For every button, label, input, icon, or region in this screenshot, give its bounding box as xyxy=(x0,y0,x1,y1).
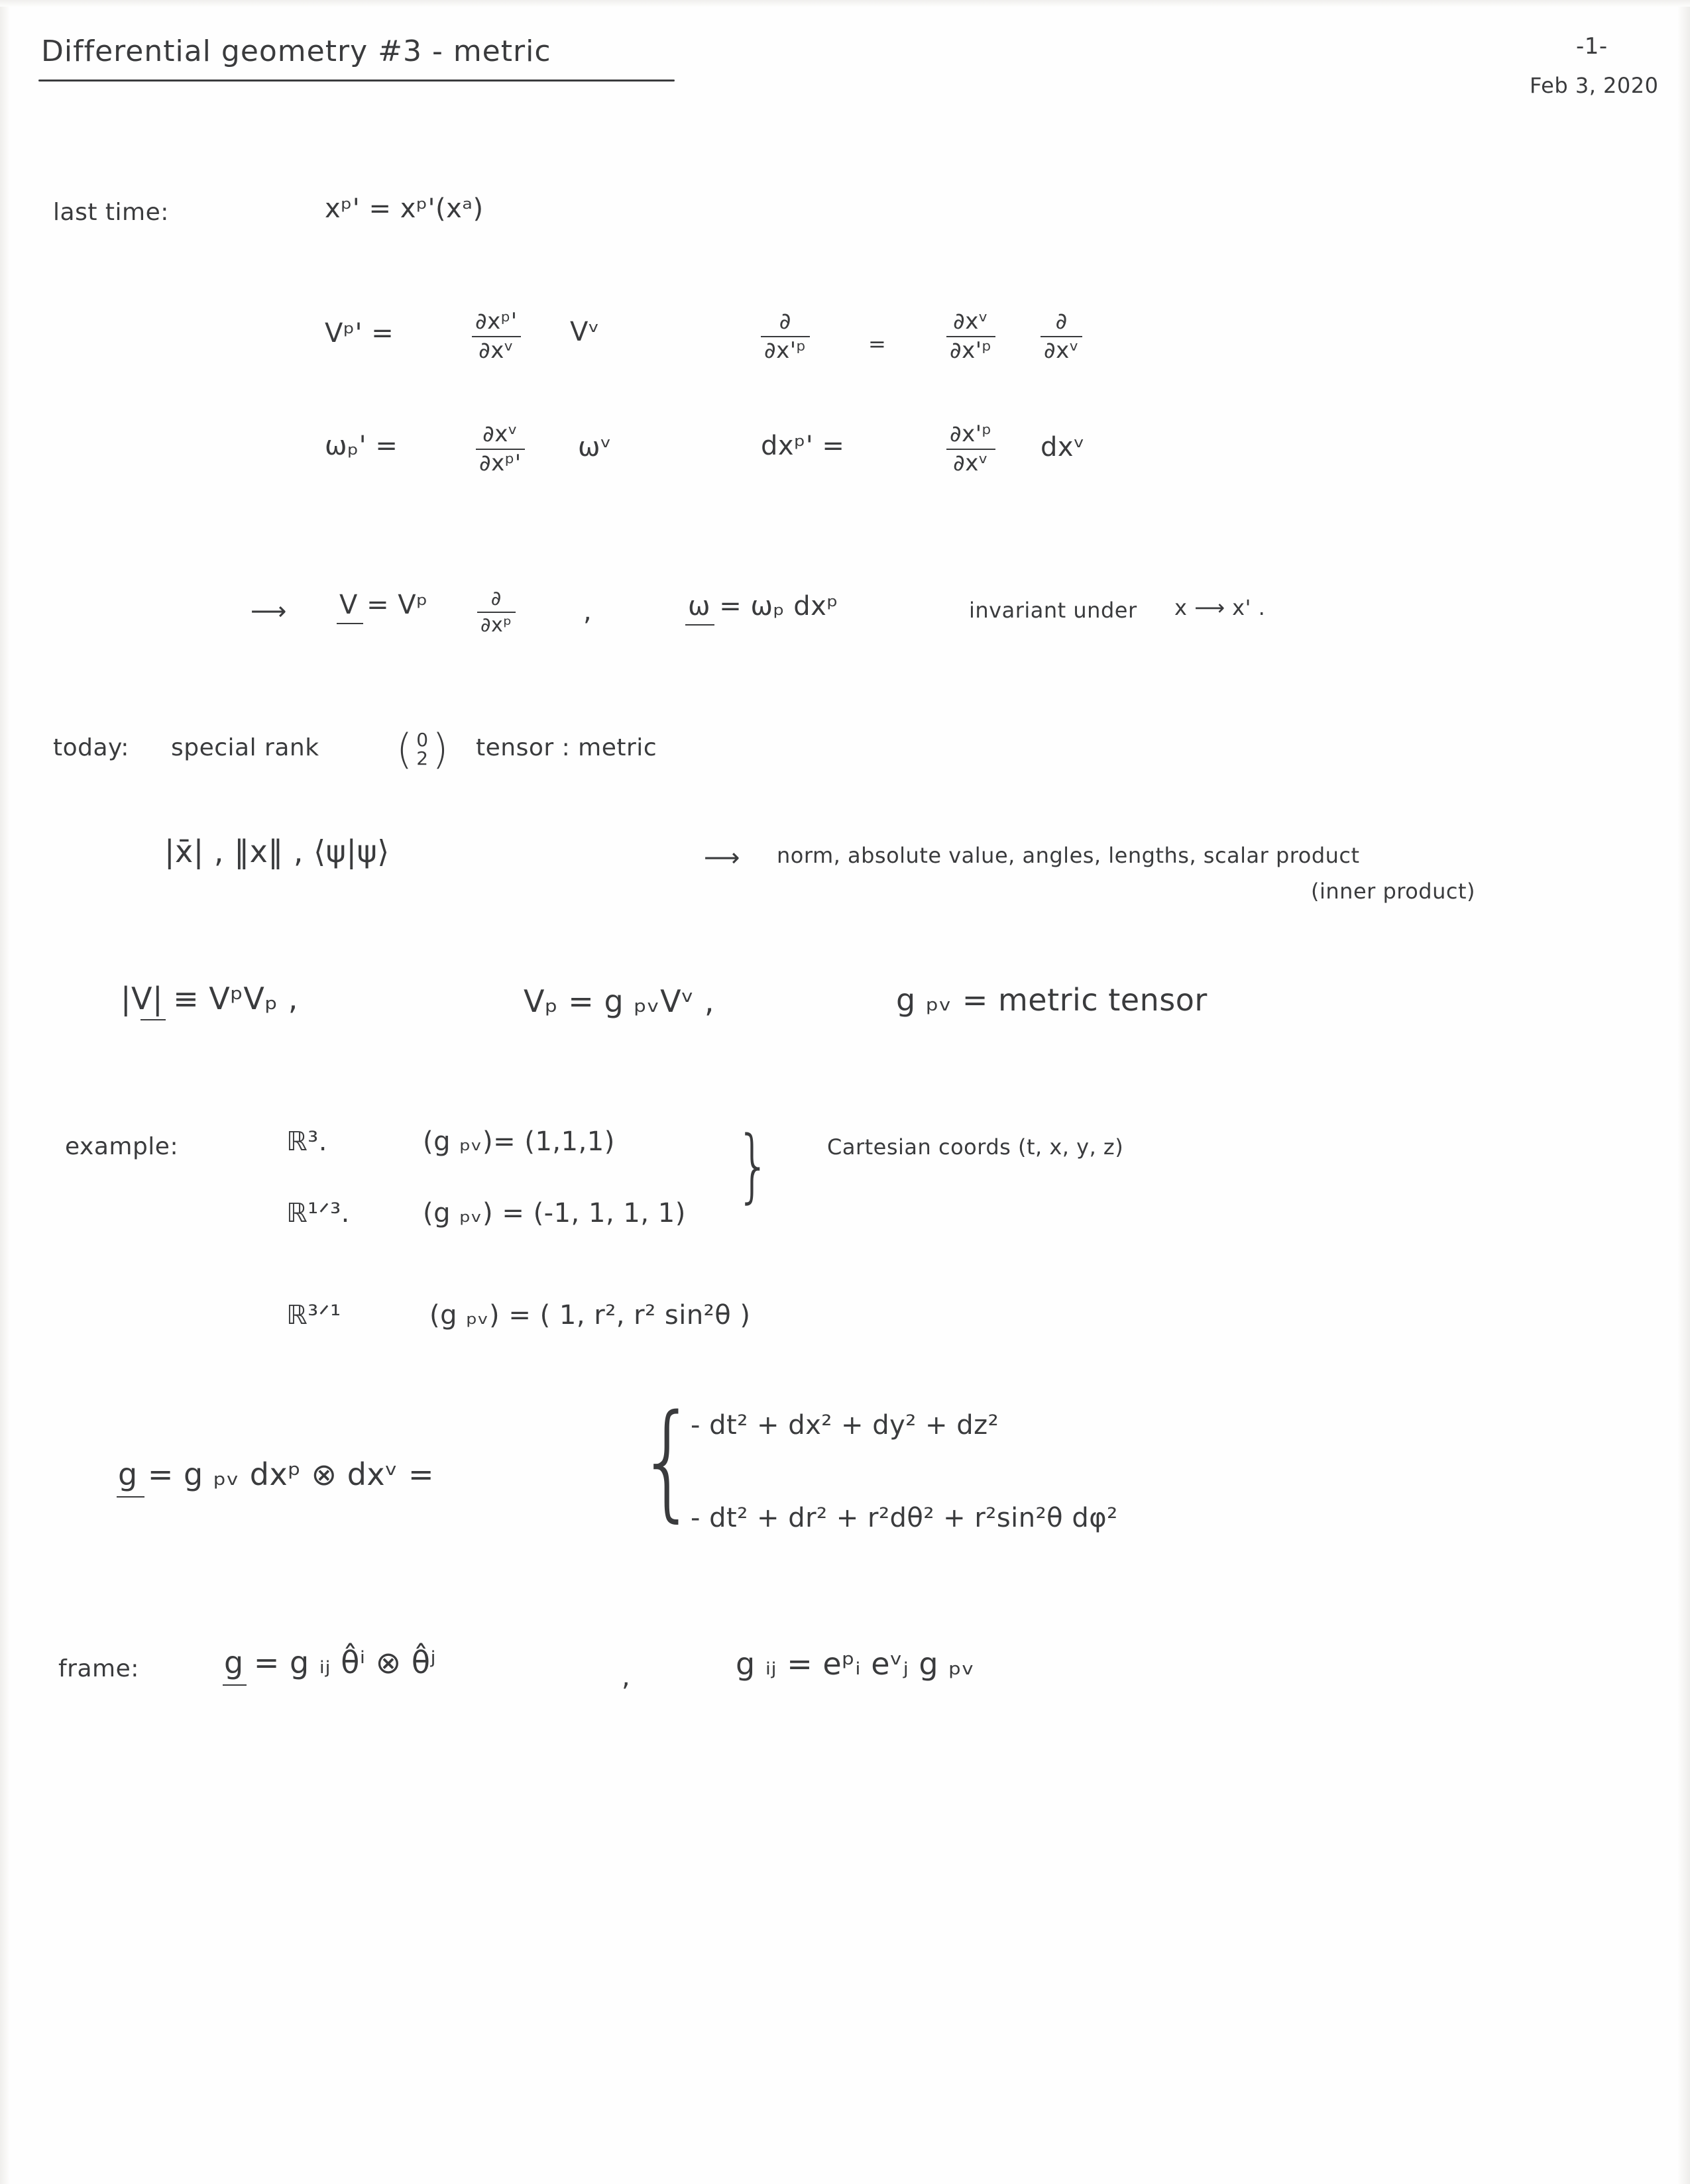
notations-arrow: ⟶ xyxy=(704,843,740,872)
invariant-v-frac-numerator: ∂ xyxy=(490,587,502,610)
example-metric-1: (g ₚᵥ) = (-1, 1, 1, 1) xyxy=(423,1198,686,1228)
today-label: today: xyxy=(53,734,129,761)
partial-equals: = xyxy=(868,331,887,356)
norm-vector-underline xyxy=(141,1019,166,1020)
invariant-v-frac-denominator: ∂xᵖ xyxy=(480,613,512,637)
invariance-map: x ⟶ x' . xyxy=(1174,595,1266,620)
partial-frac-numerator: ∂xᵛ xyxy=(953,308,989,335)
vector-frac-denominator: ∂xᵛ xyxy=(479,337,514,364)
invariance-comma: , xyxy=(583,596,592,627)
page-edge-left xyxy=(0,0,9,2184)
dx-transform-fraction xyxy=(946,421,995,476)
frame-comma: , xyxy=(622,1662,631,1692)
paren-right: ) xyxy=(432,725,449,773)
fraction-bar xyxy=(477,612,516,613)
page-edge-right xyxy=(1678,0,1690,2184)
example-metric-0: (g ₚᵥ)= (1,1,1) xyxy=(423,1126,615,1157)
metric-case-line2: - dt² + dr² + r²dθ² + r²sin²θ dφ² xyxy=(691,1503,1118,1533)
invariant-vector: V = Vᵖ xyxy=(339,590,428,620)
frame-equation-lhs: g = g ᵢⱼ θ̂ⁱ ⊗ θ̂ʲ xyxy=(224,1645,437,1680)
example-label: example: xyxy=(65,1133,179,1160)
tensor-rank-symbol xyxy=(396,725,449,773)
dx-frac-denominator: ∂xᵛ xyxy=(953,449,989,476)
oneform-transform-fraction xyxy=(476,421,525,476)
invariant-vector-fraction xyxy=(477,587,516,637)
notation-meanings-line2: (inner product) xyxy=(1311,879,1476,904)
norm-definition-lhs: |V| ≡ VᵖVₚ , xyxy=(121,981,298,1016)
oneform-transform-rhs: ωᵛ xyxy=(578,432,612,463)
last-time-label: last time: xyxy=(53,199,169,226)
example-space-1: ℝ¹ᐟ³. xyxy=(286,1198,350,1228)
partial-lhs-numerator: ∂ xyxy=(779,308,791,335)
vector-underline xyxy=(337,623,363,624)
metric-cases-brace: { xyxy=(638,1388,698,1534)
title-underline xyxy=(38,80,675,82)
invariant-oneform: ω = ωₚ dxᵖ xyxy=(688,591,838,622)
vector-frac-numerator: ∂xᵖ' xyxy=(475,308,518,335)
vector-transform-lhs: Vᵖ' = xyxy=(325,318,394,349)
today-text-before: special rank xyxy=(171,734,319,761)
tensor-rank-bottom: 2 xyxy=(416,747,429,769)
frame-g-underline xyxy=(223,1684,247,1686)
metric-g-underline xyxy=(117,1496,144,1498)
partial-lhs-denominator: ∂x'ᵖ xyxy=(764,337,807,364)
partial-transform-rhs-fraction xyxy=(1041,308,1082,364)
notation-meanings-line1: norm, absolute value, angles, lengths, scalar product xyxy=(777,843,1360,868)
partial-rhs-denominator: ∂xᵛ xyxy=(1044,337,1080,364)
page-title: Differential geometry #3 - metric xyxy=(41,34,551,68)
dx-frac-numerator: ∂x'ᵖ xyxy=(950,421,992,447)
invariance-arrow: ⟶ xyxy=(251,596,287,626)
dx-transform-rhs: dxᵛ xyxy=(1041,432,1086,463)
page-edge-top xyxy=(0,0,1690,7)
partial-frac-denominator: ∂x'ᵖ xyxy=(950,337,992,364)
paren-left: ( xyxy=(396,725,413,773)
metric-expansion-lhs: g = g ₚᵥ dxᵖ ⊗ dxᵛ = xyxy=(118,1456,434,1492)
norm-definition-middle: Vₚ = g ₚᵥVᵛ , xyxy=(524,983,715,1019)
partial-rhs-numerator: ∂ xyxy=(1055,308,1068,335)
metric-tensor-definition: g ₚᵥ = metric tensor xyxy=(896,982,1208,1018)
page-date: Feb 3, 2020 xyxy=(1530,73,1659,98)
today-text-after: tensor : metric xyxy=(476,734,657,761)
frame-label: frame: xyxy=(58,1655,139,1682)
vector-transform-fraction xyxy=(472,308,521,364)
example-space-0: ℝ³. xyxy=(286,1126,327,1157)
oneform-underline xyxy=(685,624,714,626)
example-space-2: ℝ³ᐟ¹ xyxy=(286,1300,341,1331)
metric-case-line1: - dt² + dx² + dy² + dz² xyxy=(691,1410,999,1441)
vector-transform-rhs: Vᵛ xyxy=(570,317,600,347)
partial-transform-fraction xyxy=(946,308,995,364)
oneform-frac-denominator: ∂xᵖ' xyxy=(479,449,522,476)
oneform-transform-lhs: ωₚ' = xyxy=(325,431,398,461)
example-brace: } xyxy=(736,1120,771,1212)
dx-transform-lhs: dxᵖ' = xyxy=(761,431,845,461)
page-number: -1- xyxy=(1576,33,1608,60)
example-metric-2: (g ₚᵥ) = ( 1, r², r² sin²θ ) xyxy=(429,1300,751,1331)
tensor-rank-top: 0 xyxy=(416,728,429,751)
coord-transform-equation: xᵖ' = xᵖ'(xᵃ) xyxy=(325,193,484,224)
frame-equation-rhs: g ᵢⱼ = eᵖᵢ eᵛⱼ g ₚᵥ xyxy=(736,1646,976,1682)
oneform-frac-numerator: ∂xᵛ xyxy=(482,421,518,447)
example-brace-note: Cartesian coords (t, x, y, z) xyxy=(827,1134,1124,1160)
norm-notations: |x̄| , ‖x‖ , ⟨ψ|ψ⟩ xyxy=(164,834,390,869)
invariance-note: invariant under xyxy=(969,598,1137,623)
partial-transform-lhs xyxy=(761,308,810,364)
